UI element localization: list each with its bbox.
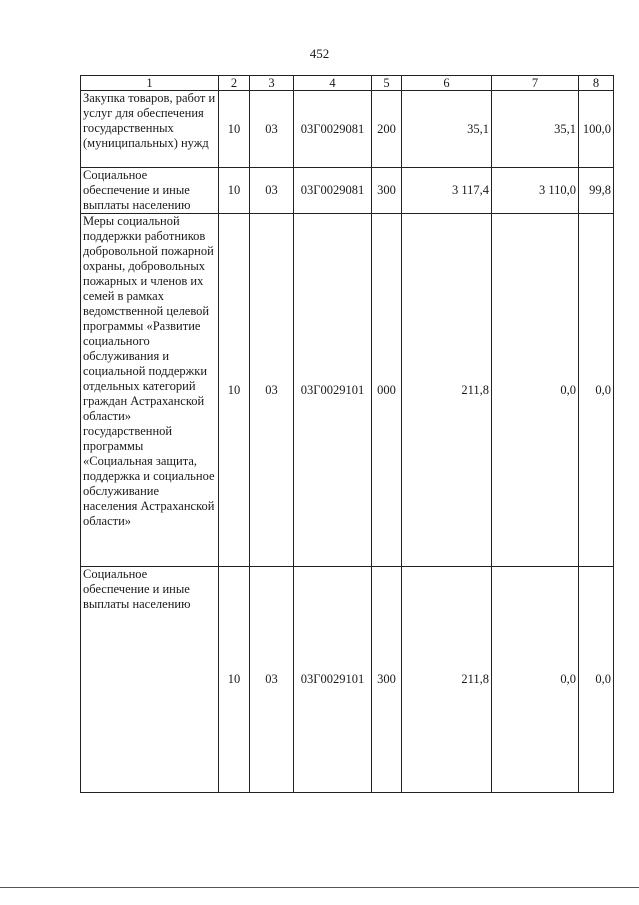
column-header-5: 5	[372, 76, 402, 91]
row-name: Социальное обеспечение и иные выплаты населению	[81, 168, 219, 214]
cell-target-article: 03Г0029101	[294, 567, 372, 793]
cell-expense-type: 300	[372, 168, 402, 214]
column-header-4: 4	[294, 76, 372, 91]
cell-col8: 0,0	[579, 214, 614, 567]
cell-col7: 35,1	[492, 91, 579, 168]
page-bottom-rule	[0, 887, 639, 888]
cell-col6: 3 117,4	[402, 168, 492, 214]
cell-expense-type: 000	[372, 214, 402, 567]
table-row	[81, 214, 614, 567]
column-header-2: 2	[219, 76, 250, 91]
cell-col7: 3 110,0	[492, 168, 579, 214]
column-header-8: 8	[579, 76, 614, 91]
cell-col6: 35,1	[402, 91, 492, 168]
cell-subsection: 03	[250, 214, 294, 567]
column-header-7: 7	[492, 76, 579, 91]
row-name: Меры социальной поддержки работников добровольной пожарной охраны, добровольных пожарных и членов их семей в рамках ведомственной целевой программы «Развитие социального обслуживания и социальной поддержки отдельных категорий граждан Астраханской области» государственной программы «Социальная защита, поддержка и социальное обслуживание населения Астраханской области»	[81, 214, 219, 567]
page-number: 452	[309, 46, 330, 61]
header-row	[81, 76, 614, 91]
cell-section: 10	[219, 168, 250, 214]
budget-table	[80, 75, 614, 793]
cell-section: 10	[219, 567, 250, 793]
table-row	[81, 91, 614, 168]
cell-subsection: 03	[250, 168, 294, 214]
cell-target-article: 03Г0029101	[294, 214, 372, 567]
cell-col6: 211,8	[402, 214, 492, 567]
row-name: Социальное обеспечение и иные выплаты населению	[81, 567, 219, 793]
cell-target-article: 03Г0029081	[294, 91, 372, 168]
cell-section: 10	[219, 91, 250, 168]
cell-col6: 211,8	[402, 567, 492, 793]
cell-col8: 100,0	[579, 91, 614, 168]
cell-col8: 99,8	[579, 168, 614, 214]
cell-subsection: 03	[250, 567, 294, 793]
column-header-3: 3	[250, 76, 294, 91]
cell-col8: 0,0	[579, 567, 614, 793]
row-name: Закупка товаров, работ и услуг для обеспечения государственных (муниципальных) нужд	[81, 91, 219, 168]
table-row	[81, 168, 614, 214]
cell-col7: 0,0	[492, 214, 579, 567]
table-row	[81, 567, 614, 793]
cell-section: 10	[219, 214, 250, 567]
column-header-1: 1	[81, 76, 219, 91]
cell-expense-type: 300	[372, 567, 402, 793]
cell-target-article: 03Г0029081	[294, 168, 372, 214]
cell-expense-type: 200	[372, 91, 402, 168]
cell-col7: 0,0	[492, 567, 579, 793]
column-header-6: 6	[402, 76, 492, 91]
cell-subsection: 03	[250, 91, 294, 168]
